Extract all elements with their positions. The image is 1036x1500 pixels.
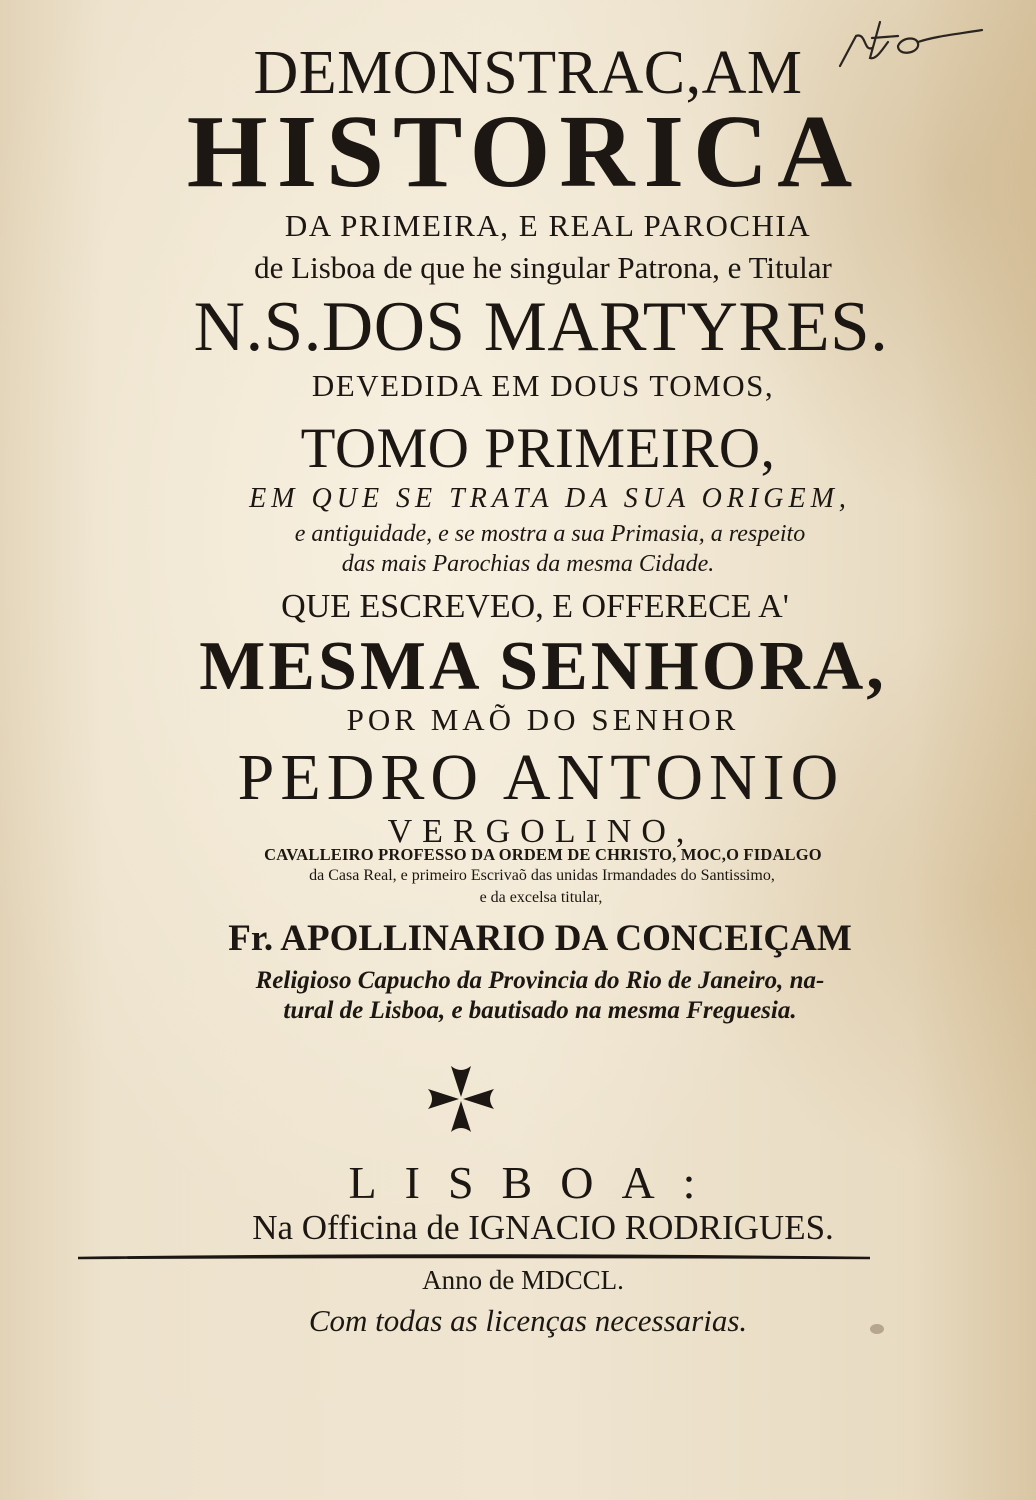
dedication-line-1: QUE ESCREVEO, E OFFERECE A' [281,588,789,625]
title-line-3: DA PRIMEIRA, E REAL PAROCHIA [284,208,812,243]
volume-subtitle-3: das mais Parochias da mesma Cidade. [341,551,715,577]
author-description-1: Religioso Capucho da Provincia do Rio de Janeiro, na- [255,967,825,994]
patron-name-2: VERGOLINO, [387,813,695,850]
imprint-printer: Na Officina de IGNACIO RODRIGUES. [252,1208,834,1247]
imprint-licence: Com todas as licenças necessarias. [308,1303,748,1338]
title-line-4: de Lisboa de que he singular Patrona, e Titular [254,250,832,285]
imprint-city: LISBOA: [348,1157,724,1208]
volume-heading: TOMO PRIMEIRO, [300,417,776,480]
maltese-cross-icon [424,1062,498,1136]
patron-title-2: da Casa Real, e primeiro Escrivaõ das unidas Irmandades do Santissimo, [309,867,775,884]
patron-title-3: e da excelsa titular, [479,889,603,906]
dedication-line-3: POR MAÕ DO SENHOR [346,702,740,737]
imprint-year: Anno de MDCCL. [422,1265,624,1295]
author-name: Fr. APOLLINARIO DA CONCEIÇAM [228,918,852,959]
ink-spot [870,1324,884,1334]
volume-subtitle-1: EM QUE SE TRATA DA SUA ORIGEM, [249,483,851,514]
title-line-1: DEMONSTRAC,AM [253,39,803,107]
dedication-line-2: MESMA SENHORA, [199,628,887,705]
title-line-6: DEVEDIDA EM DOUS TOMOS, [311,368,775,403]
divider-rule [78,1252,870,1262]
author-description-2: tural de Lisboa, e bautisado na mesma Freguesia. [283,997,797,1024]
volume-subtitle-2: e antiguidade, e se mostra a sua Primasia, a respeito [294,521,806,547]
patron-title-1: CAVALLEIRO PROFESSO DA ORDEM DE CHRISTO, MOC,O FIDALGO [264,845,822,864]
title-line-2: HISTORICA [186,94,862,209]
patron-name-1: PEDRO ANTONIO [237,741,845,814]
title-line-5: N.S.DOS MARTYRES. [193,288,889,366]
